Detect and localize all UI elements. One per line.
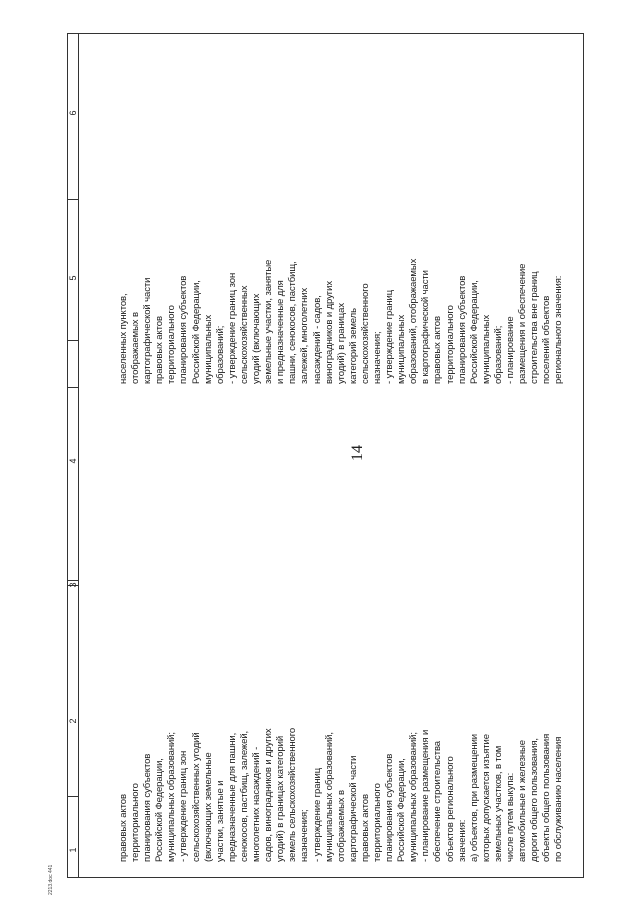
text-line: размещения и обеспечение <box>517 263 529 384</box>
text-line: сельскохозяйственных угодий <box>190 732 202 862</box>
text-line: планирования субъектов <box>142 753 154 862</box>
text-line: муниципальных <box>480 314 492 384</box>
text-line: планирования субъектов <box>456 275 468 384</box>
column-5-text <box>118 164 565 384</box>
text-line: значения: <box>456 819 468 862</box>
text-line: числе путем выкупа: <box>505 772 516 862</box>
header-col-6: 6 <box>68 110 78 116</box>
text-line: Российской Федерации, <box>154 758 166 862</box>
text-line: муниципальных образований; <box>166 732 178 862</box>
text-line: а) объектов, при размещении <box>468 734 480 862</box>
text-line: муниципальных <box>396 314 408 384</box>
text-line: правовых актов <box>432 316 444 384</box>
column-separator <box>67 340 78 341</box>
text-line: правовых актов <box>118 794 129 862</box>
text-line: - утверждение границ зон <box>178 750 190 862</box>
text-line: - утверждение границ <box>311 767 323 862</box>
header-row-line <box>78 33 79 878</box>
text-line: виноградников и других <box>323 281 335 384</box>
header-col-2: 2 <box>68 718 78 724</box>
page-number: 14 <box>349 445 366 461</box>
footer-code: 2213.doc 441 <box>48 864 54 895</box>
text-line: - утверждение границ <box>384 289 396 384</box>
text-line: земельных участков, в том <box>492 745 504 862</box>
column-separator <box>67 199 78 200</box>
text-line: населенных пунктов, <box>118 293 129 384</box>
text-line: Российской Федерации, <box>190 280 202 384</box>
text-line: правовых актов <box>359 794 371 862</box>
text-line: планирования субъектов <box>384 753 396 862</box>
header-col-4: 4 <box>68 458 78 464</box>
text-line: сенокосов, пастбищ, залежей, <box>238 730 250 862</box>
text-line: земельные участки, занятые <box>263 259 275 384</box>
text-line: территориального <box>444 305 456 384</box>
header-col-1: 1 <box>68 847 78 853</box>
text-line: по обслуживанию населения <box>553 736 565 862</box>
text-line: образований; <box>214 325 226 384</box>
text-line: предназначенные для пашни, <box>226 732 238 862</box>
text-line: объектов регионального <box>444 756 456 862</box>
column-separator <box>67 796 78 797</box>
text-line: автомобильные и железные <box>517 740 529 862</box>
text-line: и предназначенные для <box>275 280 287 384</box>
text-line: муниципальных образований; <box>408 732 420 862</box>
text-line: угодий) в границах категорий <box>275 735 287 862</box>
text-line: отображаемых в <box>335 790 347 862</box>
text-line: картографической части <box>347 755 359 862</box>
text-line: обеспечение строительства <box>432 741 444 862</box>
text-line: территориального <box>166 305 178 384</box>
text-line: правовых актов <box>154 316 166 384</box>
text-line: образований, отображаемых <box>408 258 420 384</box>
text-line: участки, занятые и <box>214 780 226 862</box>
column-2-text <box>118 662 565 862</box>
text-line: территориального <box>371 783 383 862</box>
text-line: угодий) в границах <box>335 303 347 384</box>
text-line: картографической части <box>142 277 154 384</box>
text-line: образований; <box>492 325 504 384</box>
text-line: в картографической части <box>420 270 432 384</box>
text-line: насаждений - садов, <box>311 295 323 384</box>
text-line: Российской Федерации, <box>468 280 480 384</box>
text-line: назначения; <box>299 809 311 862</box>
text-line: регионального значения: <box>553 275 565 384</box>
text-line: территориального <box>130 783 142 862</box>
text-line: строительства вне границ <box>529 271 541 384</box>
text-line: назначения; <box>371 331 383 384</box>
text-line: сельскохозяйственного <box>359 283 371 384</box>
text-line: земель сельскохозяйственного <box>287 727 299 862</box>
text-line: - утверждение границ зон <box>226 272 238 384</box>
text-line: залежей, многолетних <box>299 287 311 384</box>
text-line: пашни, сенокосов, пастбищ, <box>287 261 299 384</box>
text-line: (включающих земельные <box>202 752 214 862</box>
text-line: отображаемых в <box>130 312 142 384</box>
text-line: садов, виноградников и других <box>263 728 275 862</box>
text-line: муниципальных <box>202 314 214 384</box>
text-line: поселений объектов <box>541 295 553 384</box>
text-line: муниципальных образований, <box>323 732 335 862</box>
text-line: - планирование <box>505 316 516 384</box>
text-line: которых допускается изъятие <box>480 734 492 862</box>
text-line: категорий земель <box>347 308 359 384</box>
column-separator <box>67 387 78 388</box>
text-line: объекты общего пользования <box>541 733 553 862</box>
text-line: планирования субъектов <box>178 275 190 384</box>
header-col-5: 5 <box>68 275 78 281</box>
text-line: Российской Федерации, <box>396 758 408 862</box>
text-line: дороги общего пользования, <box>529 738 541 862</box>
text-line: сельскохозяйственных <box>238 285 250 384</box>
text-line: многолетних насаждений - <box>251 746 263 862</box>
text-line: угодий (включающих <box>251 293 263 384</box>
text-line: - планирование размещения и <box>420 729 432 862</box>
header-col-3: 3 <box>68 582 78 588</box>
